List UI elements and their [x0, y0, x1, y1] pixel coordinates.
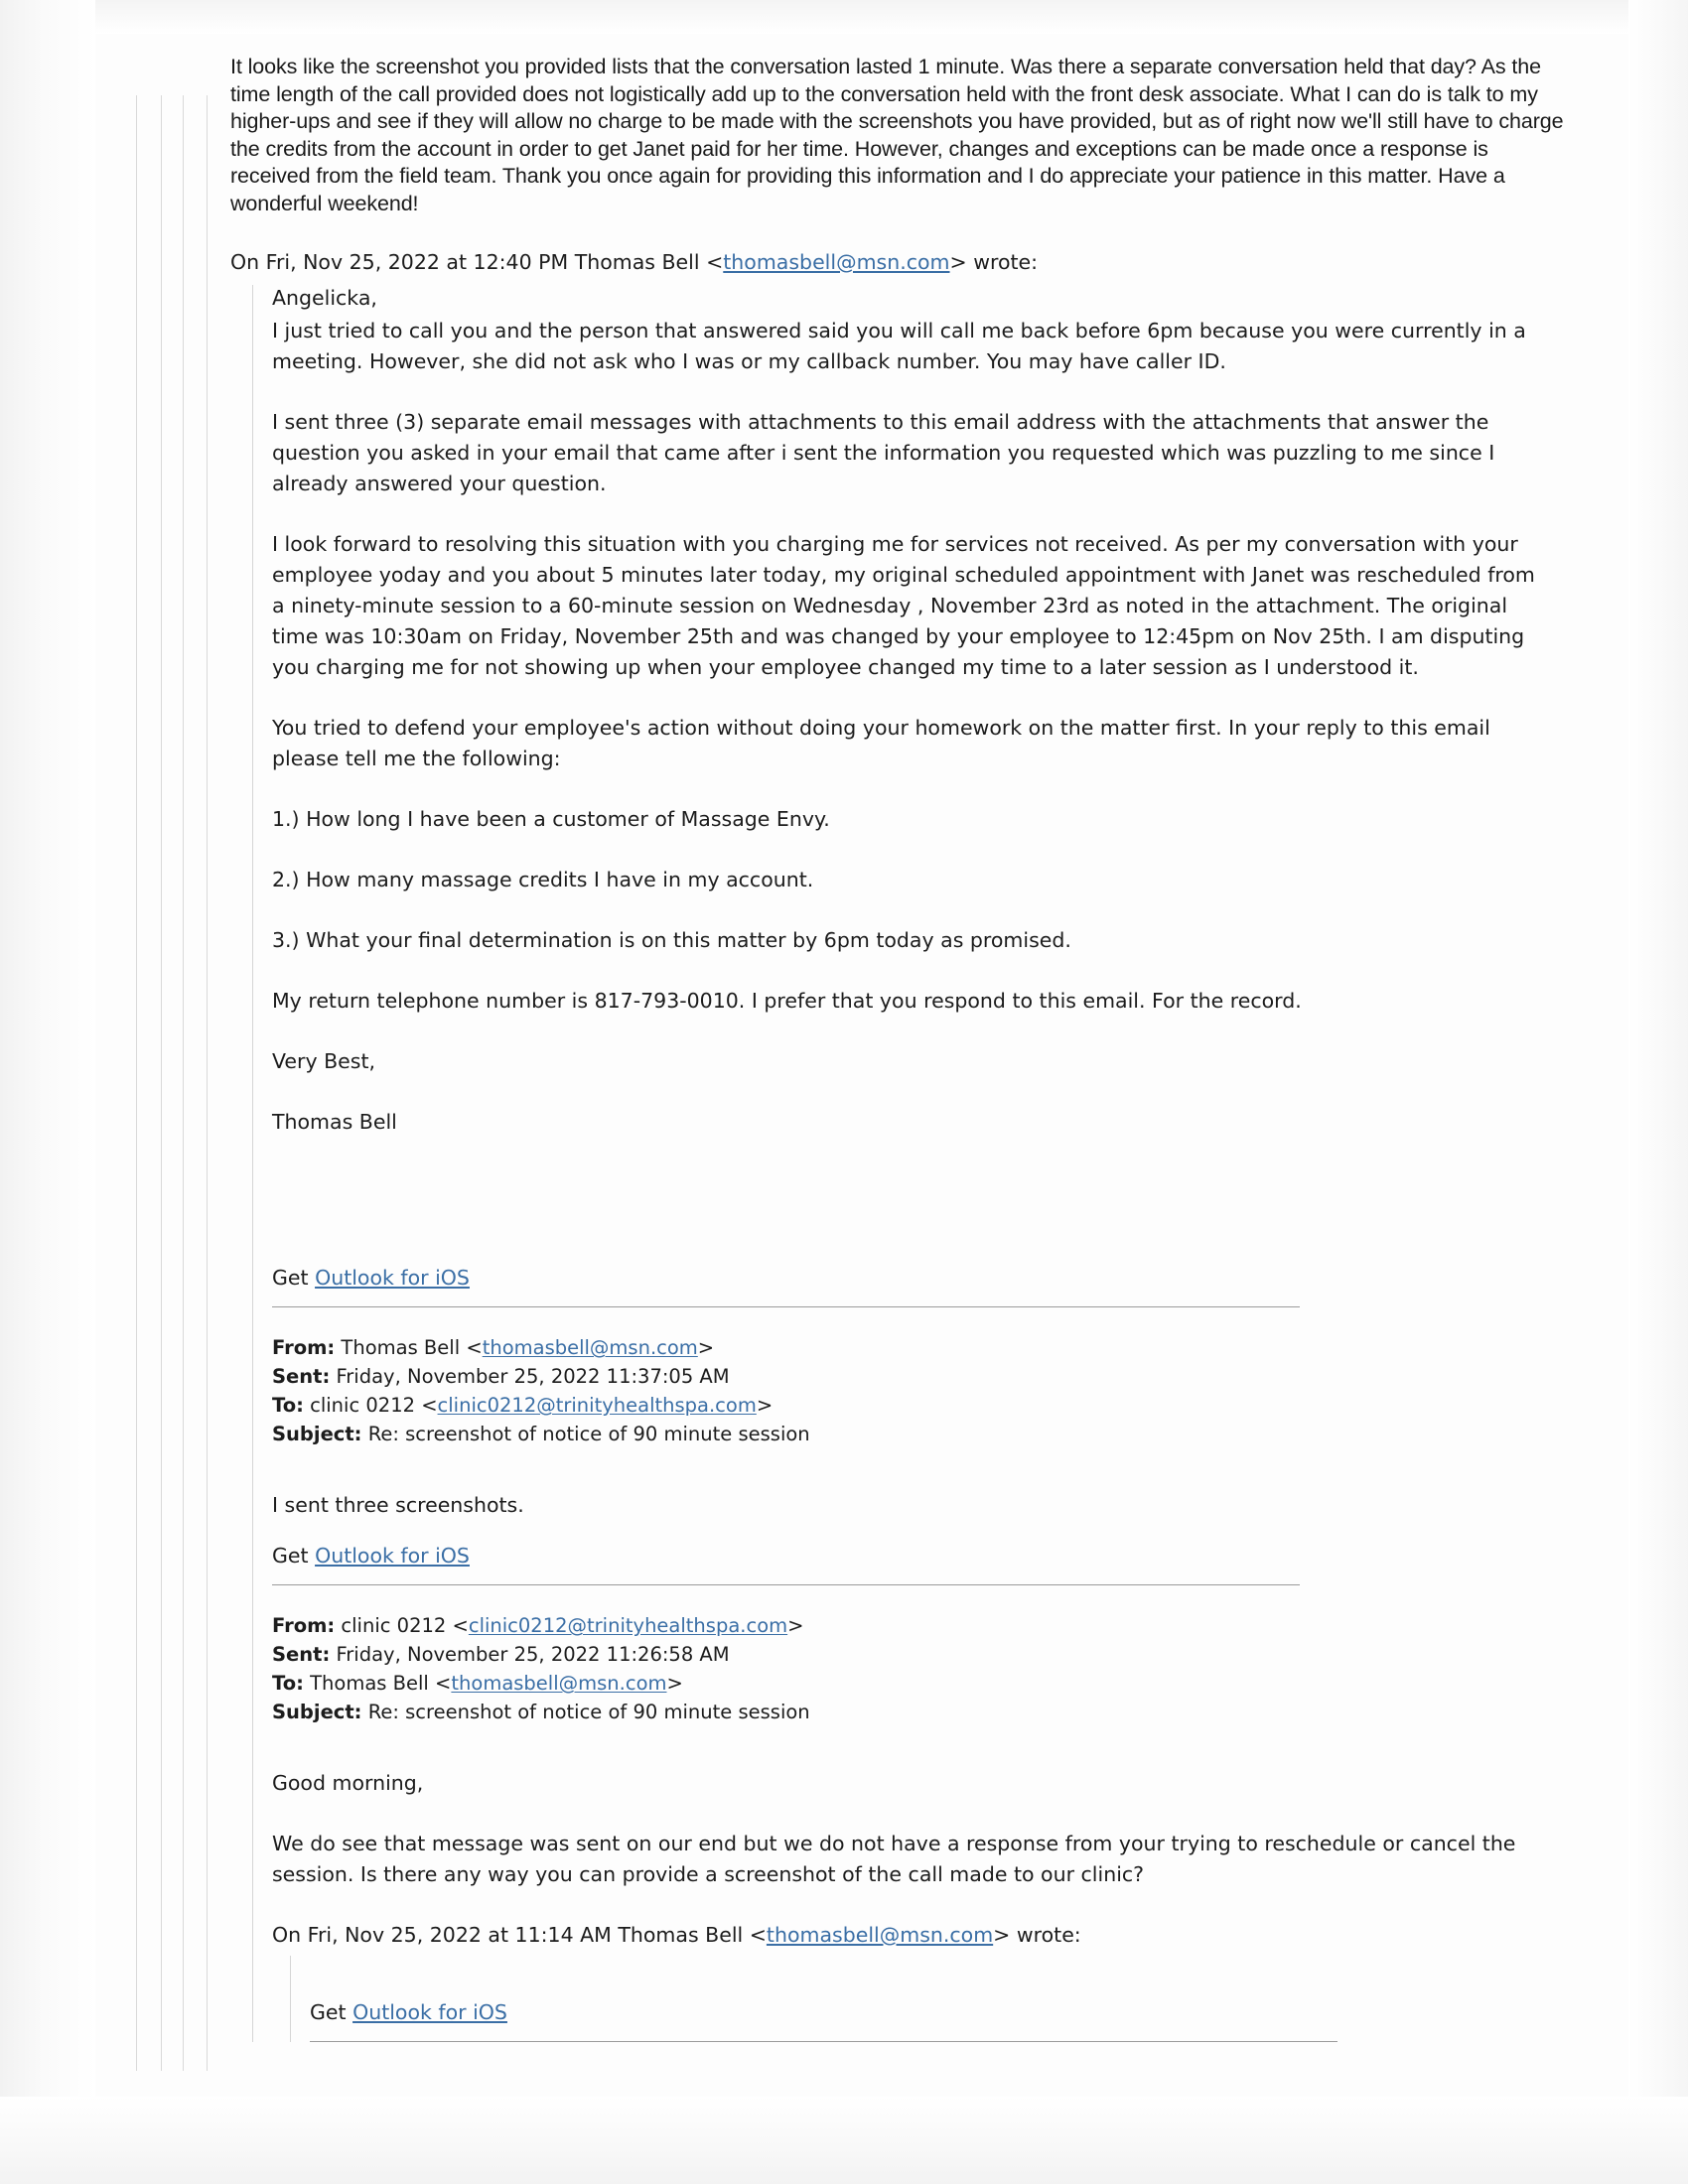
to-name: clinic 0212 <	[310, 1394, 438, 1417]
header-row-subject	[272, 1420, 1581, 1448]
wrote-attribution-line	[230, 247, 1581, 277]
from-email-link[interactable]: thomasbell@msn.com	[482, 1336, 698, 1359]
sent-label: Sent:	[272, 1365, 331, 1388]
salutation: Angelicka,	[272, 286, 377, 310]
sender-email-link[interactable]: thomasbell@msn.com	[723, 250, 950, 274]
subject-label-2: Subject:	[272, 1701, 362, 1723]
header-divider-1	[272, 1306, 1300, 1307]
subject-value-2: Re: screenshot of notice of 90 minute session	[367, 1701, 810, 1723]
to-close-angle: >	[756, 1394, 774, 1417]
body-i-sent-three-screenshots: I sent three screenshots.	[272, 1493, 524, 1517]
outlook-for-ios-link-2[interactable]: Outlook for iOS	[315, 1544, 470, 1568]
signature-spacer	[272, 1167, 1581, 1263]
to-email-link-2[interactable]: thomasbell@msn.com	[451, 1672, 667, 1695]
header-row-to	[272, 1391, 1581, 1420]
from-close-angle: >	[697, 1336, 715, 1359]
quoted-message-level-1	[252, 283, 1581, 2042]
scan-edge-top	[0, 0, 1688, 34]
header-row-from	[272, 1333, 1581, 1362]
email-header-block-2	[272, 1611, 1581, 1726]
paragraph-requests-intro: You tried to defend your employee's action without doing your homework on the matter first. In your reply to this email please tell me the following:	[272, 716, 1490, 770]
header-row-to-2	[272, 1669, 1581, 1698]
header-body-spacer-2	[272, 1726, 1581, 1768]
email-thread-content	[230, 54, 1581, 2068]
from-name: Thomas Bell <	[341, 1336, 483, 1359]
quote-rail-1	[136, 95, 137, 2071]
outlook-promo-prefix: Get	[272, 1266, 316, 1290]
closing: Very Best,	[272, 1049, 376, 1073]
scan-edge-left	[0, 0, 95, 2184]
list-item-3: 3.) What your final determination is on this matter by 6pm today as promised.	[272, 928, 1071, 952]
from-close-angle-2: >	[787, 1614, 804, 1637]
scan-edge-bottom	[0, 2097, 1688, 2184]
to-name-2: Thomas Bell <	[310, 1672, 452, 1695]
list-item-2: 2.) How many massage credits I have in my account.	[272, 868, 814, 891]
outlook-for-ios-link[interactable]: Outlook for iOS	[315, 1266, 470, 1290]
header-body-spacer-1	[272, 1448, 1581, 1490]
outlook-promo-2-prefix: Get	[272, 1544, 316, 1568]
body-clinic-response: We do see that message was sent on our end but we do not have a response from your trying to reschedule or cancel the session. Is there any way you can provide a screenshot of the call made to our clinic?	[272, 1832, 1516, 1886]
outlook-promo-1	[272, 1263, 1581, 1293]
header-divider-3	[310, 2041, 1337, 2042]
to-close-angle-2: >	[666, 1672, 683, 1695]
latest-reply-body: It looks like the screenshot you provided lists that the conversation lasted 1 minute. Was there a separate conversation held that day? As the time length of the call provided does not logistically add up to the conversation held with the front desk associate. What I can do is talk to my higher-ups and see if they will allow no charge to be made with the screenshots you have provided, but as of right now we'll still have to charge the credits from the account in order to get Janet paid for her time. However, changes and exceptions can be made once a response is received from the field team. Thank you once again for providing this information and I do appreciate your patience in this matter. Have a wonderful weekend!	[230, 55, 1564, 215]
sent-value: Friday, November 25, 2022 11:37:05 AM	[336, 1365, 730, 1388]
quoted-message-level-2	[290, 1956, 1581, 2042]
outlook-promo-2	[272, 1541, 1581, 1570]
outlook-promo-3	[310, 1997, 1581, 2027]
email-header-block-1	[272, 1333, 1581, 1448]
list-item-1: 1.) How long I have been a customer of Massage Envy.	[272, 807, 830, 831]
header-row-subject-2	[272, 1698, 1581, 1726]
header-divider-2	[272, 1584, 1300, 1585]
sent-label-2: Sent:	[272, 1643, 331, 1666]
outlook-for-ios-link-3[interactable]: Outlook for iOS	[352, 2000, 507, 2024]
header-row-sent	[272, 1362, 1581, 1391]
wrote-prefix: On Fri, Nov 25, 2022 at 12:40 PM Thomas Bell <	[230, 250, 724, 274]
signature-name: Thomas Bell	[272, 1110, 397, 1134]
sender-email-link-2[interactable]: thomasbell@msn.com	[766, 1923, 994, 1947]
wrote-prefix-2: On Fri, Nov 25, 2022 at 11:14 AM Thomas Bell <	[272, 1923, 767, 1947]
subject-value: Re: screenshot of notice of 90 minute session	[367, 1423, 810, 1445]
from-name-2: clinic 0212 <	[341, 1614, 469, 1637]
from-label: From:	[272, 1336, 336, 1359]
sent-value-2: Friday, November 25, 2022 11:26:58 AM	[336, 1643, 730, 1666]
nested-top-spacer	[310, 1956, 1581, 1997]
paragraph-dispute: I look forward to resolving this situation with you charging me for services not received. As per my conversation with your employee yoday and you about 5 minutes later today, my original scheduled appointment with Janet was rescheduled from a ninety-minute session to a 60-minute session on Wednesday , November 23rd as noted in the attachment. The original time was 10:30am on Friday, November 25th and was changed by your employee to 12:45pm on Nov 25th. I am disputing you charging me for not showing up when your employee changed my time to a later session as I understood it.	[272, 532, 1535, 679]
paragraph-callback: I just tried to call you and the person that answered said you will call me back before 6pm because you were currently in a meeting. However, she did not ask who I was or my callback number. You may have caller ID.	[272, 319, 1526, 373]
from-email-link-2[interactable]: clinic0212@trinityhealthspa.com	[468, 1614, 788, 1637]
scan-edge-right	[1628, 0, 1688, 2184]
wrote-attribution-line-2	[272, 1920, 1581, 1950]
to-label-2: To:	[272, 1672, 304, 1695]
to-label: To:	[272, 1394, 304, 1417]
quote-rail-2	[161, 95, 162, 2071]
to-email-link[interactable]: clinic0212@trinityhealthspa.com	[437, 1394, 757, 1417]
wrote-suffix-2: > wrote:	[993, 1923, 1081, 1947]
paragraph-attachments: I sent three (3) separate email messages with attachments to this email address with the attachments that answer the question you asked in your email that came after i sent the information you requested which was puzzling to me since I already answered your question.	[272, 410, 1495, 495]
quote-rail-4	[207, 95, 208, 2071]
header-row-from-2	[272, 1611, 1581, 1640]
header-row-sent-2	[272, 1640, 1581, 1669]
from-label-2: From:	[272, 1614, 336, 1637]
subject-label: Subject:	[272, 1423, 362, 1445]
salutation-good-morning: Good morning,	[272, 1771, 424, 1795]
quote-rail-3	[183, 95, 184, 2071]
wrote-suffix: > wrote:	[949, 250, 1039, 274]
paragraph-phone: My return telephone number is 817-793-0010. I prefer that you respond to this email. For the record.	[272, 989, 1302, 1013]
outlook-promo-3-prefix: Get	[310, 2000, 353, 2024]
